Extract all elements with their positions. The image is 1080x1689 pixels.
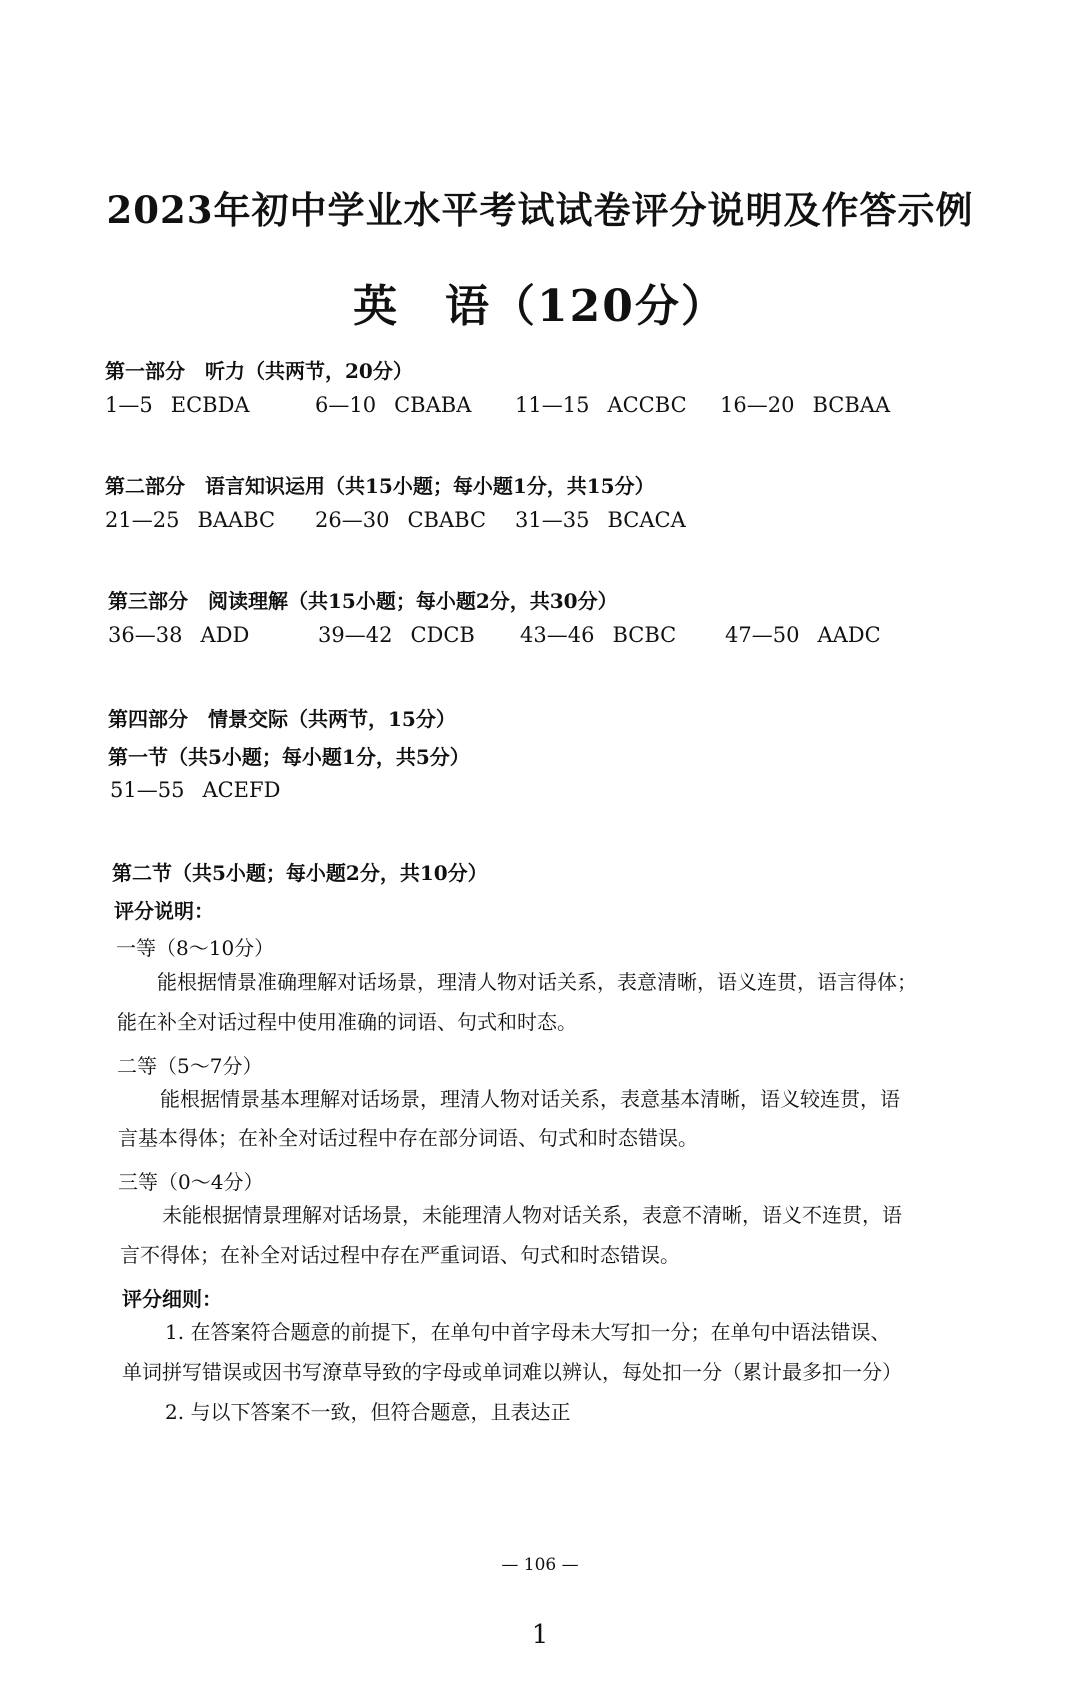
answer-keys: BCBAA: [812, 393, 891, 417]
answer-range: 21—25: [105, 508, 180, 532]
part3-heading: 第三部分 阅读理解（共15小题；每小题2分，共30分）: [108, 589, 618, 613]
answer-range: 39—42: [318, 623, 393, 647]
answer-range: 31—35: [515, 508, 590, 532]
rule1-line2: 单词拼写错误或因书写潦草导致的字母或单词难以辨认，每处扣一分（累计最多扣一分）: [122, 1360, 902, 1384]
answer-group: [720, 393, 890, 417]
part4-section2-heading: 第二节（共5小题；每小题2分，共10分）: [112, 861, 488, 885]
answer-group: [315, 393, 471, 417]
answer-group: [515, 508, 686, 532]
answer-keys: BCBC: [612, 623, 677, 647]
grade2-line2: 言基本得体；在补全对话过程中存在部分词语、句式和时态错误。: [118, 1126, 698, 1150]
part3-answers: [108, 623, 988, 653]
document-subtitle: 英 语（120分）: [353, 281, 727, 332]
grade1-line1: 能根据情景准确理解对话场景，理清人物对话关系，表意清晰，语义连贯，语言得体；: [157, 970, 917, 994]
grade3-line1: 未能根据情景理解对话场景，未能理清人物对话关系，表意不清晰，语义不连贯，语: [162, 1203, 902, 1227]
rule2: 2. 与以下答案不一致，但符合题意，且表达正: [165, 1400, 571, 1424]
grade2-label: 二等（5～7分）: [117, 1054, 263, 1078]
answer-range: 47—50: [725, 623, 800, 647]
part4-section1-answers: [110, 778, 510, 808]
answer-group: [515, 393, 687, 417]
answer-keys: CDCB: [410, 623, 475, 647]
grade1-label: 一等（8～10分）: [116, 936, 275, 960]
answer-keys: ACEFD: [202, 778, 281, 802]
sheet-number: 1: [531, 1620, 549, 1650]
answer-keys: BAABC: [197, 508, 276, 532]
answer-range: 36—38: [108, 623, 183, 647]
part1-heading: 第一部分 听力（共两节，20分）: [105, 359, 413, 383]
answer-keys: BCACA: [607, 508, 686, 532]
answer-keys: CBABC: [407, 508, 487, 532]
answer-group: [315, 508, 486, 532]
grade1-line2: 能在补全对话过程中使用准确的词语、句式和时态。: [117, 1010, 577, 1034]
grade3-line2: 言不得体；在补全对话过程中存在严重词语、句式和时态错误。: [120, 1243, 680, 1267]
page-number: — 106 —: [501, 1555, 579, 1575]
answer-group: [108, 623, 249, 647]
answer-keys: ACCBC: [607, 393, 687, 417]
answer-range: 1—5: [105, 393, 153, 417]
grade2-line1: 能根据情景基本理解对话场景，理清人物对话关系，表意基本清晰，语义较连贯，语: [160, 1087, 900, 1111]
answer-group: [318, 623, 475, 647]
answer-group: [105, 393, 250, 417]
answer-keys: CBABA: [394, 393, 472, 417]
part1-answers: [105, 393, 985, 423]
answer-range: 26—30: [315, 508, 390, 532]
answer-group: [520, 623, 676, 647]
answer-range: 6—10: [315, 393, 377, 417]
part2-answers: [105, 508, 985, 538]
answer-group: [725, 623, 881, 647]
answer-range: 11—15: [515, 393, 590, 417]
answer-keys: AADC: [817, 623, 881, 647]
part2-heading: 第二部分 语言知识运用（共15小题；每小题1分，共15分）: [105, 474, 655, 498]
answer-group: [105, 508, 275, 532]
answer-group: [110, 778, 280, 802]
answer-range: 43—46: [520, 623, 595, 647]
grade3-label: 三等（0～4分）: [118, 1170, 264, 1194]
scoring-details-label: 评分细则：: [122, 1287, 222, 1311]
answer-keys: ADD: [200, 623, 250, 647]
answer-range: 16—20: [720, 393, 795, 417]
answer-range: 51—55: [110, 778, 185, 802]
answer-keys: ECBDA: [170, 393, 250, 417]
scoring-notes-label: 评分说明：: [114, 899, 214, 923]
document-title: 2023年初中学业水平考试试卷评分说明及作答示例: [106, 188, 974, 232]
part4-heading: 第四部分 情景交际（共两节，15分）: [108, 707, 456, 731]
rule1-line1: 1. 在答案符合题意的前提下，在单句中首字母未大写扣一分；在单句中语法错误、: [165, 1320, 891, 1344]
part4-section1-heading: 第一节（共5小题；每小题1分，共5分）: [108, 745, 470, 769]
